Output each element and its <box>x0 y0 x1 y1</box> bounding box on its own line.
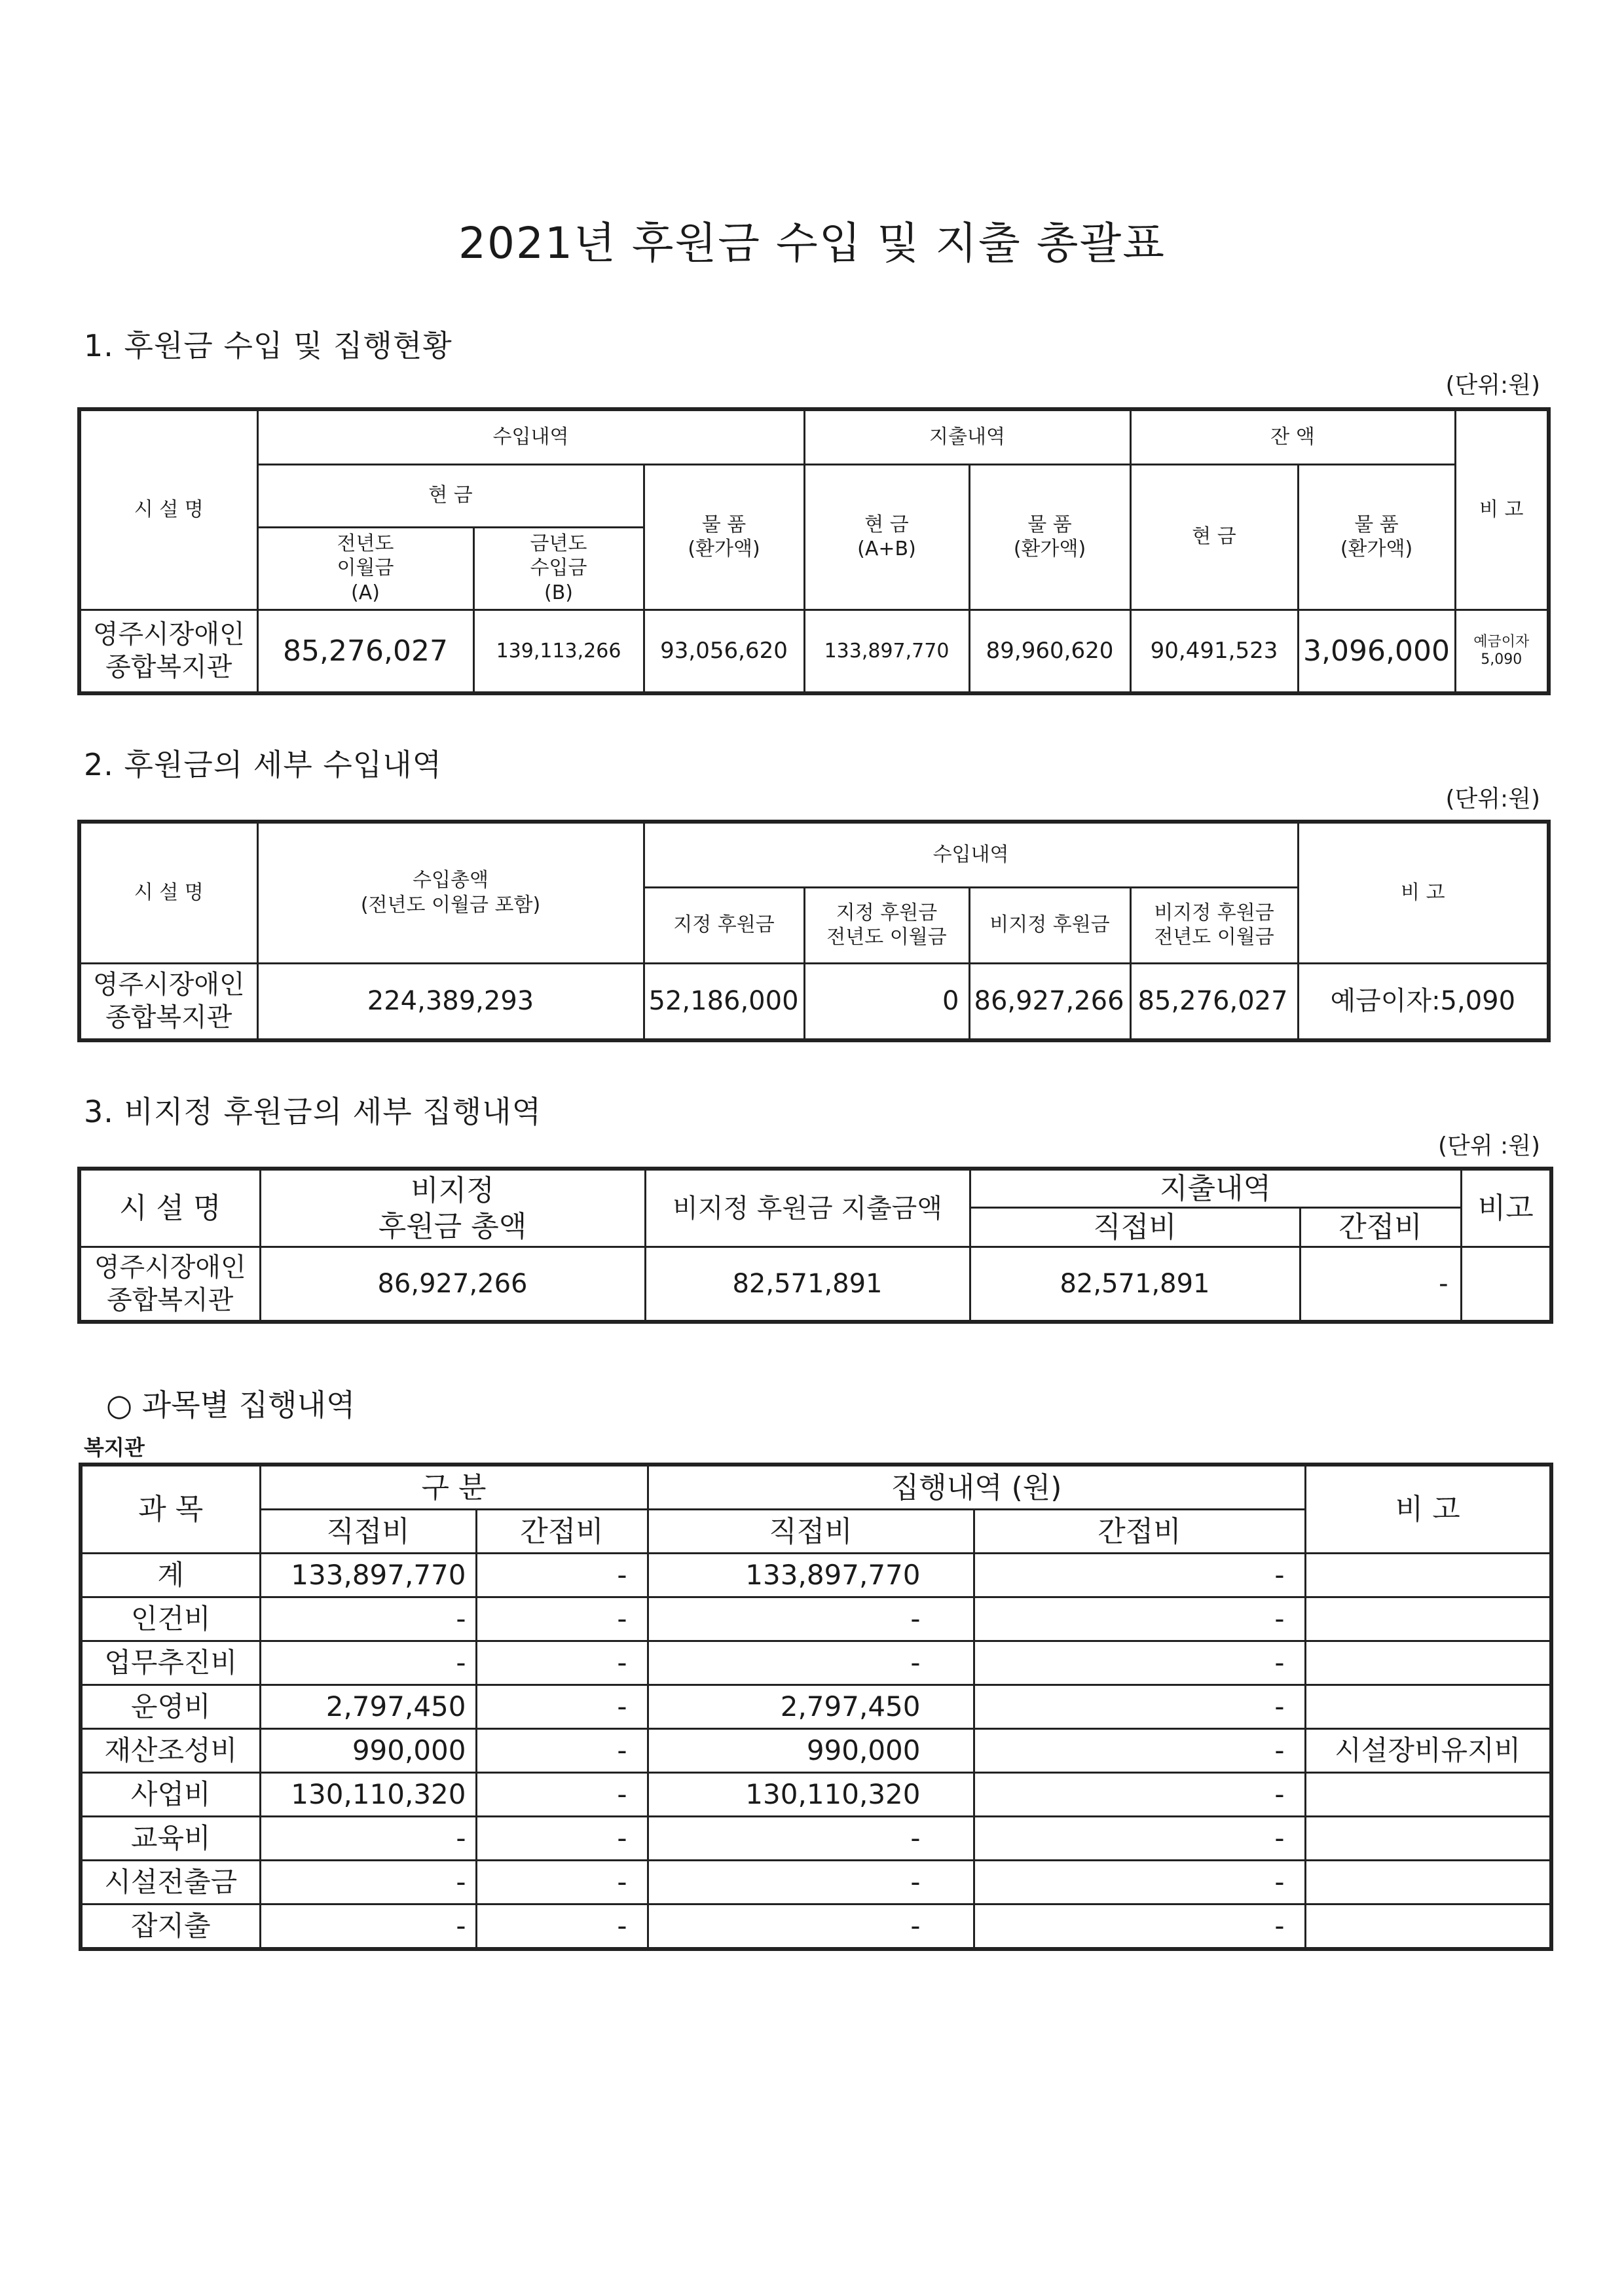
row-c-direct: - <box>260 1904 476 1950</box>
table-row <box>81 1817 1551 1861</box>
table-row <box>81 1597 1551 1641</box>
cell3-remark <box>1461 1247 1551 1322</box>
unit-label-1: (단위:원) <box>1445 372 1540 399</box>
cell-this-income: 139,113,266 <box>473 610 644 693</box>
row-e-indirect: - <box>974 1641 1305 1685</box>
hdr2-designated: 지정 후원금 <box>644 887 804 963</box>
row-e-indirect: - <box>974 1554 1305 1597</box>
hdr-remark: 비 고 <box>1455 409 1549 610</box>
row-subject: 업무추진비 <box>81 1641 260 1685</box>
cell-cash-balance: 90,491,523 <box>1130 610 1298 693</box>
hdr4-e-direct: 직접비 <box>648 1510 974 1554</box>
unit-label-2: (단위:원) <box>1445 786 1540 812</box>
cell3-indirect: - <box>1300 1247 1461 1322</box>
hdr-income: 수입내역 <box>257 409 804 464</box>
hdr2-facility: 시 설 명 <box>79 822 257 963</box>
row-subject: 교육비 <box>81 1817 260 1861</box>
row-remark <box>1305 1641 1551 1685</box>
row-e-indirect: - <box>974 1729 1305 1773</box>
row-c-direct: - <box>260 1817 476 1861</box>
hdr-goods-expense: 물 품 (환가액) <box>969 464 1130 610</box>
row-remark <box>1305 1773 1551 1817</box>
hdr2-nondesignated: 비지정 후원금 <box>969 887 1130 963</box>
cell3-spent: 82,571,891 <box>645 1247 970 1322</box>
row-e-direct: - <box>648 1817 974 1861</box>
row-subject: 시설전출금 <box>81 1861 260 1904</box>
row-remark <box>1305 1817 1551 1861</box>
row-e-direct: - <box>648 1904 974 1950</box>
cell-goods-balance: 3,096,000 <box>1298 610 1455 693</box>
row-e-direct: 133,897,770 <box>648 1554 974 1597</box>
hdr3-expense: 지출내역 <box>970 1169 1461 1208</box>
row-c-direct: 990,000 <box>260 1729 476 1773</box>
row-e-indirect: - <box>974 1904 1305 1950</box>
row-c-direct: - <box>260 1861 476 1904</box>
row-c-indirect: - <box>476 1729 648 1773</box>
row-c-direct: 133,897,770 <box>260 1554 476 1597</box>
row-remark <box>1305 1597 1551 1641</box>
row-e-indirect: - <box>974 1685 1305 1729</box>
row-c-indirect: - <box>476 1904 648 1950</box>
row-c-indirect: - <box>476 1685 648 1729</box>
hdr2-designated-carry: 지정 후원금 전년도 이월금 <box>804 887 969 963</box>
hdr-this-income: 금년도 수입금 (B) <box>473 527 644 610</box>
income-detail-table <box>77 820 1551 1042</box>
hdr3-total: 비지정 후원금 총액 <box>260 1169 645 1247</box>
unit-label-3: (단위 :원) <box>1438 1133 1540 1159</box>
subject-table <box>79 1463 1553 1951</box>
table-row <box>81 1773 1551 1817</box>
section3-heading: 3. 비지정 후원금의 세부 집행내역 <box>84 1094 542 1129</box>
row-remark: 시설장비유지비 <box>1305 1729 1551 1773</box>
table-row <box>81 1861 1551 1904</box>
hdr-expense: 지출내역 <box>804 409 1130 464</box>
hdr-cash-balance: 현 금 <box>1130 464 1298 610</box>
hdr4-e-indirect: 간접비 <box>974 1510 1305 1554</box>
hdr-cash: 현 금 <box>257 464 644 527</box>
hdr3-remark: 비고 <box>1461 1169 1551 1247</box>
cell3-total: 86,927,266 <box>260 1247 645 1322</box>
row-c-indirect: - <box>476 1773 648 1817</box>
hdr4-subject: 과 목 <box>81 1465 260 1554</box>
section1-heading: 1. 후원금 수입 및 집행현황 <box>84 328 452 363</box>
hdr2-total: 수입총액 (전년도 이월금 포함) <box>257 822 644 963</box>
row-subject: 재산조성비 <box>81 1729 260 1773</box>
row-subject: 운영비 <box>81 1685 260 1729</box>
cell2-nondesignated-carry: 85,276,027 <box>1130 963 1298 1040</box>
row-e-indirect: - <box>974 1861 1305 1904</box>
hdr4-c-direct: 직접비 <box>260 1510 476 1554</box>
hdr3-direct: 직접비 <box>970 1208 1300 1247</box>
page-title: 2021년 후원금 수입 및 지출 총괄표 <box>458 218 1166 268</box>
cell2-total: 224,389,293 <box>257 963 644 1040</box>
summary-table <box>77 407 1551 695</box>
hdr3-spent: 비지정 후원금 지출금액 <box>645 1169 970 1247</box>
row2-facility: 영주시장애인 종합복지관 <box>79 963 257 1040</box>
row-c-direct: 130,110,320 <box>260 1773 476 1817</box>
row-e-direct: 130,110,320 <box>648 1773 974 1817</box>
table-row <box>81 1904 1551 1950</box>
hdr2-nondesignated-carry: 비지정 후원금 전년도 이월금 <box>1130 887 1298 963</box>
row-subject: 계 <box>81 1554 260 1597</box>
section4-heading: ○ 과목별 집행내역 <box>106 1387 356 1423</box>
cell-cash-expense: 133,897,770 <box>804 610 969 693</box>
hdr-facility: 시 설 명 <box>79 409 257 610</box>
hdr-goods: 물 품 (환가액) <box>644 464 804 610</box>
cell-goods-expense: 89,960,620 <box>969 610 1130 693</box>
section2-heading: 2. 후원금의 세부 수입내역 <box>84 747 443 782</box>
row-e-direct: - <box>648 1861 974 1904</box>
row-subject: 인건비 <box>81 1597 260 1641</box>
cell2-nondesignated: 86,927,266 <box>969 963 1130 1040</box>
table-row <box>81 1554 1551 1597</box>
row-c-indirect: - <box>476 1597 648 1641</box>
hdr2-remark: 비 고 <box>1298 822 1549 963</box>
row-subject: 잡지출 <box>81 1904 260 1950</box>
row-e-direct: - <box>648 1641 974 1685</box>
row-e-indirect: - <box>974 1597 1305 1641</box>
hdr-prev-carry: 전년도 이월금 (A) <box>257 527 473 610</box>
row-remark <box>1305 1554 1551 1597</box>
row-remark <box>1305 1685 1551 1729</box>
row-e-indirect: - <box>974 1773 1305 1817</box>
table-row <box>81 1641 1551 1685</box>
row-e-direct: - <box>648 1597 974 1641</box>
row-c-direct: - <box>260 1597 476 1641</box>
cell2-remark: 예금이자:5,090 <box>1298 963 1549 1040</box>
row-e-direct: 2,797,450 <box>648 1685 974 1729</box>
table-row <box>81 1729 1551 1773</box>
row3-facility: 영주시장애인 종합복지관 <box>79 1247 260 1322</box>
hdr4-category: 구 분 <box>260 1465 648 1510</box>
cell-goods-income: 93,056,620 <box>644 610 804 693</box>
row-c-indirect: - <box>476 1817 648 1861</box>
row-c-direct: 2,797,450 <box>260 1685 476 1729</box>
row-remark <box>1305 1861 1551 1904</box>
cell2-designated: 52,186,000 <box>644 963 804 1040</box>
hdr4-c-indirect: 간접비 <box>476 1510 648 1554</box>
hdr3-indirect: 간접비 <box>1300 1208 1461 1247</box>
cell-prev-carry: 85,276,027 <box>257 610 473 693</box>
hdr2-income: 수입내역 <box>644 822 1298 887</box>
row-c-indirect: - <box>476 1554 648 1597</box>
row-e-direct: 990,000 <box>648 1729 974 1773</box>
row-e-indirect: - <box>974 1817 1305 1861</box>
hdr-cash-ab: 현 금 (A+B) <box>804 464 969 610</box>
hdr4-remark: 비 고 <box>1305 1465 1551 1554</box>
cell-remark: 예금이자 5,090 <box>1455 610 1549 693</box>
row-facility: 영주시장애인 종합복지관 <box>79 610 257 693</box>
table-row <box>81 1685 1551 1729</box>
nondesignated-table <box>77 1167 1553 1324</box>
row-c-indirect: - <box>476 1641 648 1685</box>
row-c-direct: - <box>260 1641 476 1685</box>
cell3-direct: 82,571,891 <box>970 1247 1300 1322</box>
hdr3-facility: 시 설 명 <box>79 1169 260 1247</box>
row-c-indirect: - <box>476 1861 648 1904</box>
hdr-balance: 잔 액 <box>1130 409 1455 464</box>
cell2-designated-carry: 0 <box>804 963 969 1040</box>
row-remark <box>1305 1904 1551 1950</box>
hdr-goods-balance: 물 품 (환가액) <box>1298 464 1455 610</box>
section4-sublabel: 복지관 <box>84 1435 145 1460</box>
hdr4-execution: 집행내역 (원) <box>648 1465 1305 1510</box>
row-subject: 사업비 <box>81 1773 260 1817</box>
